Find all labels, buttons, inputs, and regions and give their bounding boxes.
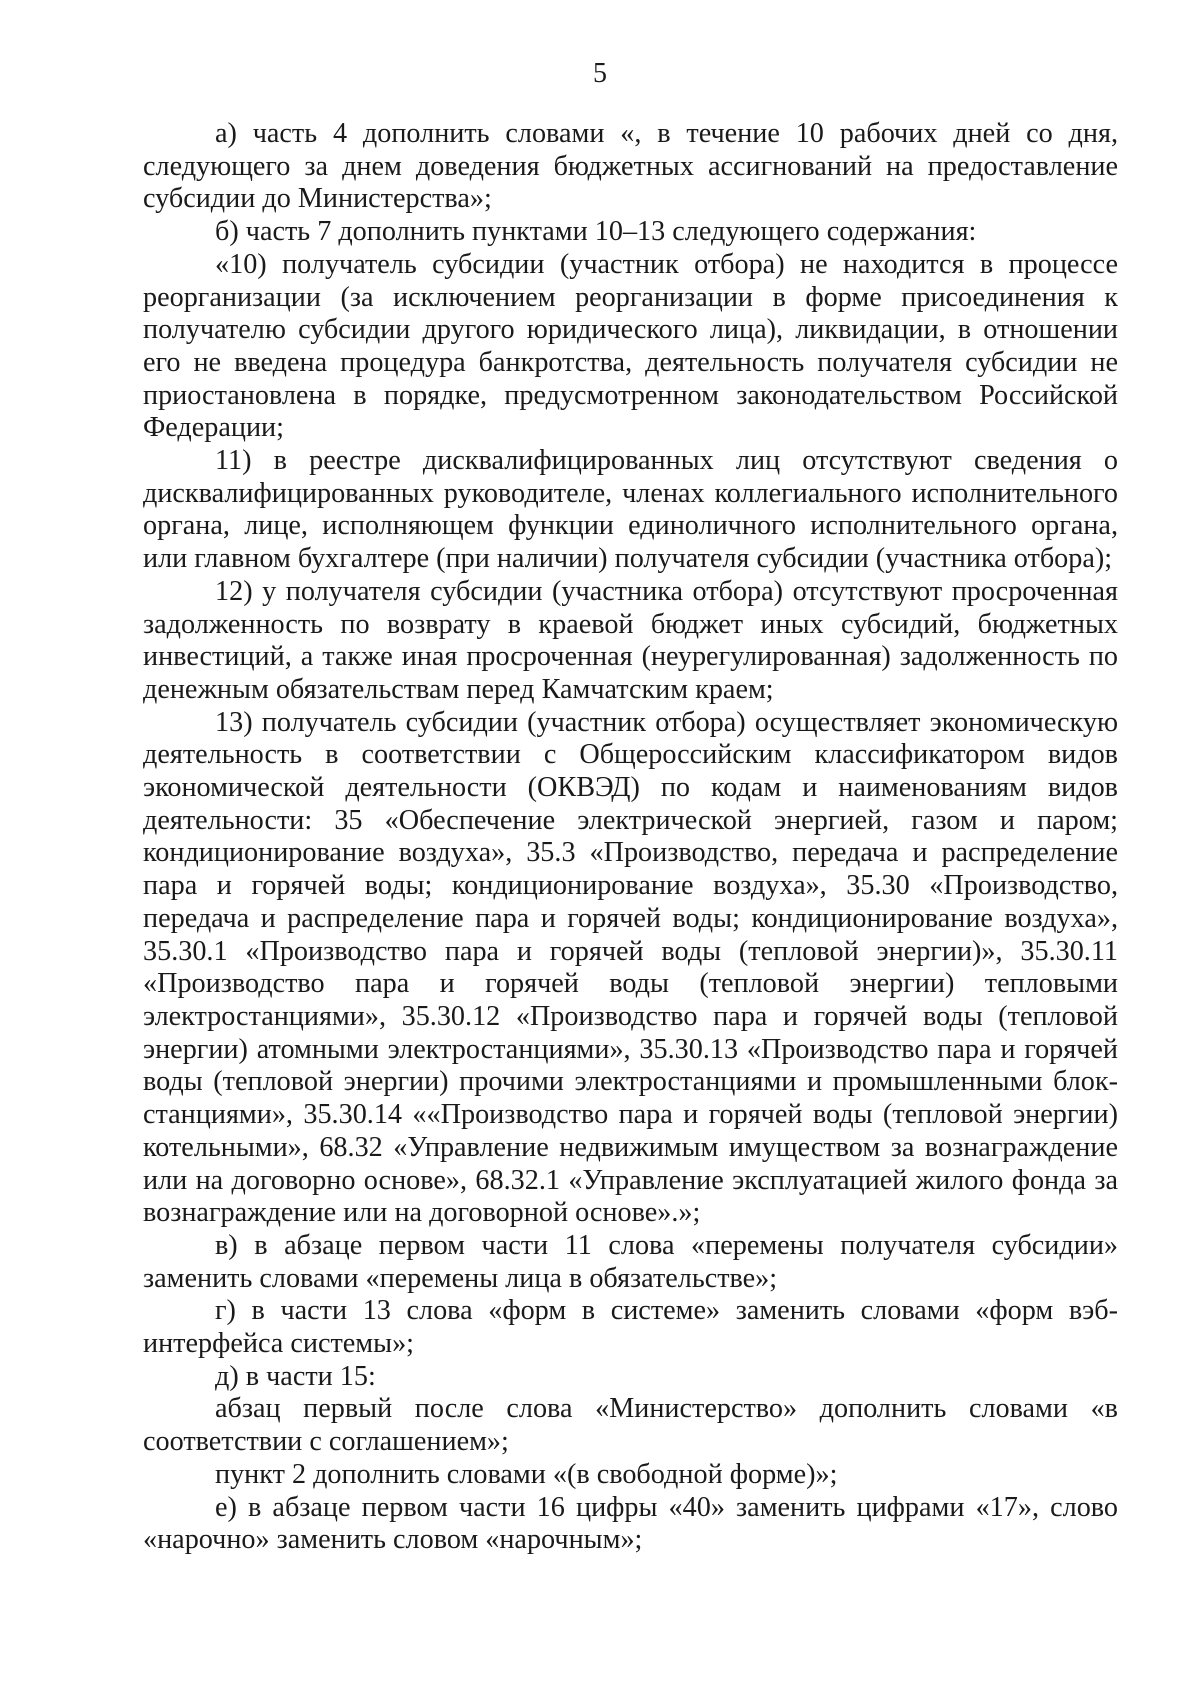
paragraph-g: г) в части 13 слова «форм в системе» заменить словами «форм вэб-интерфейса системы»; [143,1295,1118,1360]
paragraph-d-first-abzac: абзац первый после слова «Министерство» дополнить словами «в соответствии с соглашением»; [143,1393,1118,1458]
paragraph-item-13: 13) получатель субсидии (участник отбора) осуществляет экономическую деятельность в соответствии с Общероссийским классификатором видов экономической деятельности (ОКВЭД) по кодам и наименованиям видов деятельности: 35 «Обеспечение электрической энергией, газом и паром; кондиционирование воздуха», 35.3 «Производство, передача и распределение пара и горячей воды; кондиционирование воздуха», 35.30 «Производство, передача и распределение пара и горячей воды; кондиционирование воздуха», 35.30.1 «Производство пара и горячей воды (тепловой энергии)», 35.30.11 «Производство пара и горячей воды (тепловой энергии) тепловыми электростанциями», 35.30.12 «Производство пара и горячей воды (тепловой энергии) атомными электростанциями», 35.30.13 «Производство пара и горячей воды (тепловой энергии) прочими электростанциями и промышленными блок-станциями», 35.30.14 ««Производство пара и горячей воды (тепловой энергии) котельными», 68.32 «Управление недвижимым имуществом за вознаграждение или на договорно основе», 68.32.1 «Управление эксплуатацией жилого фонда за вознаграждение или на договорной основе».»; [143,706,1118,1229]
paragraph-item-10: «10) получатель субсидии (участник отбора) не находится в процессе реорганизации (за исключением реорганизации в форме присоединения к получателю субсидии другого юридического лица), ликвидации, в отношении его не введена процедура банкротства, деятельность получателя субсидии не приостановлена в порядке, предусмотренном законодательством Российской Федерации; [143,248,1118,444]
paragraph-item-12: 12) у получателя субсидии (участника отбора) отсутствуют просроченная задолженность по возврату в краевой бюджет иных субсидий, бюджетных инвестиций, а также иная просроченная (неурегулированная) задолженность по денежным обязательствам перед Камчатским краем; [143,575,1118,705]
document-body [143,118,1118,1557]
paragraph-e: е) в абзаце первом части 16 цифры «40» заменить цифрами «17», слово «нарочно» заменить словом «нарочным»; [143,1491,1118,1556]
paragraph-b: б) часть 7 дополнить пунктами 10–13 следующего содержания: [215,216,977,248]
paragraph-d: д) в части 15: [215,1360,376,1392]
paragraph-a: а) часть 4 дополнить словами «, в течение 10 рабочих дней со дня, следующего за днем доведения бюджетных ассигнований на предоставление субсидии до Министерства»; [143,118,1118,215]
paragraph-d-point-2: пункт 2 дополнить словами «(в свободной форме)»; [215,1458,838,1490]
page-number: 5 [593,58,607,89]
paragraph-v: в) в абзаце первом части 11 слова «перемены получателя субсидии» заменить словами «перемены лица в обязательстве»; [143,1229,1118,1294]
paragraph-item-11: 11) в реестре дисквалифицированных лиц отсутствуют сведения о дисквалифицированных руководителе, членах коллегиального исполнительного органа, лице, исполняющем функции единоличного исполнительного органа, или главном бухгалтере (при наличии) получателя субсидии (участника отбора); [143,445,1118,575]
